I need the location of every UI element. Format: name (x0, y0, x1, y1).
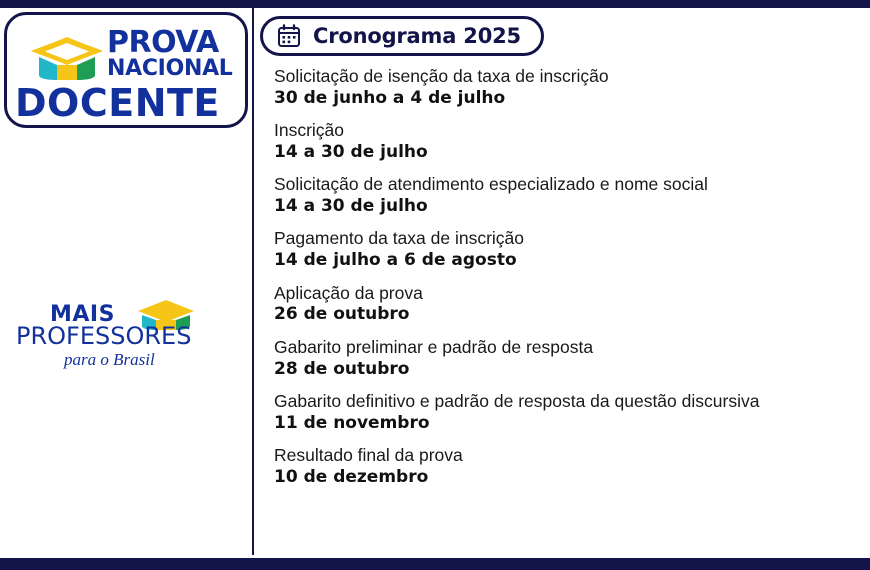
schedule-item-date: 14 de julho a 6 de agosto (274, 250, 517, 271)
schedule-item (274, 120, 870, 163)
header-title: Cronograma 2025 (313, 24, 521, 48)
logo-line-prova: PROVA (107, 25, 219, 60)
graduation-cap-icon (31, 35, 103, 81)
right-column (252, 8, 870, 558)
schedule-item (274, 228, 870, 271)
prova-nacional-docente-logo (4, 12, 248, 128)
schedule-item-label: Aplicação da prova (274, 282, 423, 303)
schedule-list (274, 66, 870, 499)
schedule-item-date: 28 de outubro (274, 358, 410, 379)
mp-line-professores: PROFESSORES (16, 322, 192, 350)
schedule-item (274, 337, 870, 380)
schedule-item-date: 10 de dezembro (274, 466, 429, 487)
schedule-item-date: 30 de junho a 4 de julho (274, 87, 506, 108)
schedule-item-date: 26 de outubro (274, 304, 410, 325)
calendar-icon (277, 24, 301, 48)
schedule-item (274, 283, 870, 326)
schedule-item-label: Pagamento da taxa de inscrição (274, 228, 525, 249)
left-column (0, 8, 252, 558)
schedule-item (274, 66, 870, 109)
mp-line-para-o-brasil: para o Brasil (64, 350, 155, 369)
schedule-item (274, 445, 870, 488)
mp-line-mais: MAIS (50, 302, 115, 327)
schedule-item-date: 14 a 30 de julho (274, 142, 428, 162)
logo-line-docente: DOCENTE (15, 81, 220, 125)
schedule-item-label: Gabarito definitivo e padrão de resposta da questão discursiva (274, 390, 760, 411)
schedule-item-date: 14 a 30 de julho (274, 196, 428, 217)
schedule-item-label: Resultado final da prova (274, 444, 463, 465)
logo-line-nacional: NACIONAL (107, 55, 233, 81)
schedule-item-date: 11 de novembro (274, 412, 430, 433)
schedule-item-label: Inscrição (274, 120, 345, 141)
top-bar (0, 0, 870, 8)
schedule-item-label: Solicitação de atendimento especializado e nome social (274, 174, 708, 195)
schedule-item (274, 174, 870, 217)
cronograma-header (260, 16, 544, 56)
bottom-bar (0, 558, 870, 570)
schedule-item-label: Solicitação de isenção da taxa de inscrição (274, 66, 609, 86)
schedule-item-label: Gabarito preliminar e padrão de resposta (274, 336, 594, 357)
mais-professores-logo (16, 298, 226, 378)
schedule-item (274, 391, 870, 434)
